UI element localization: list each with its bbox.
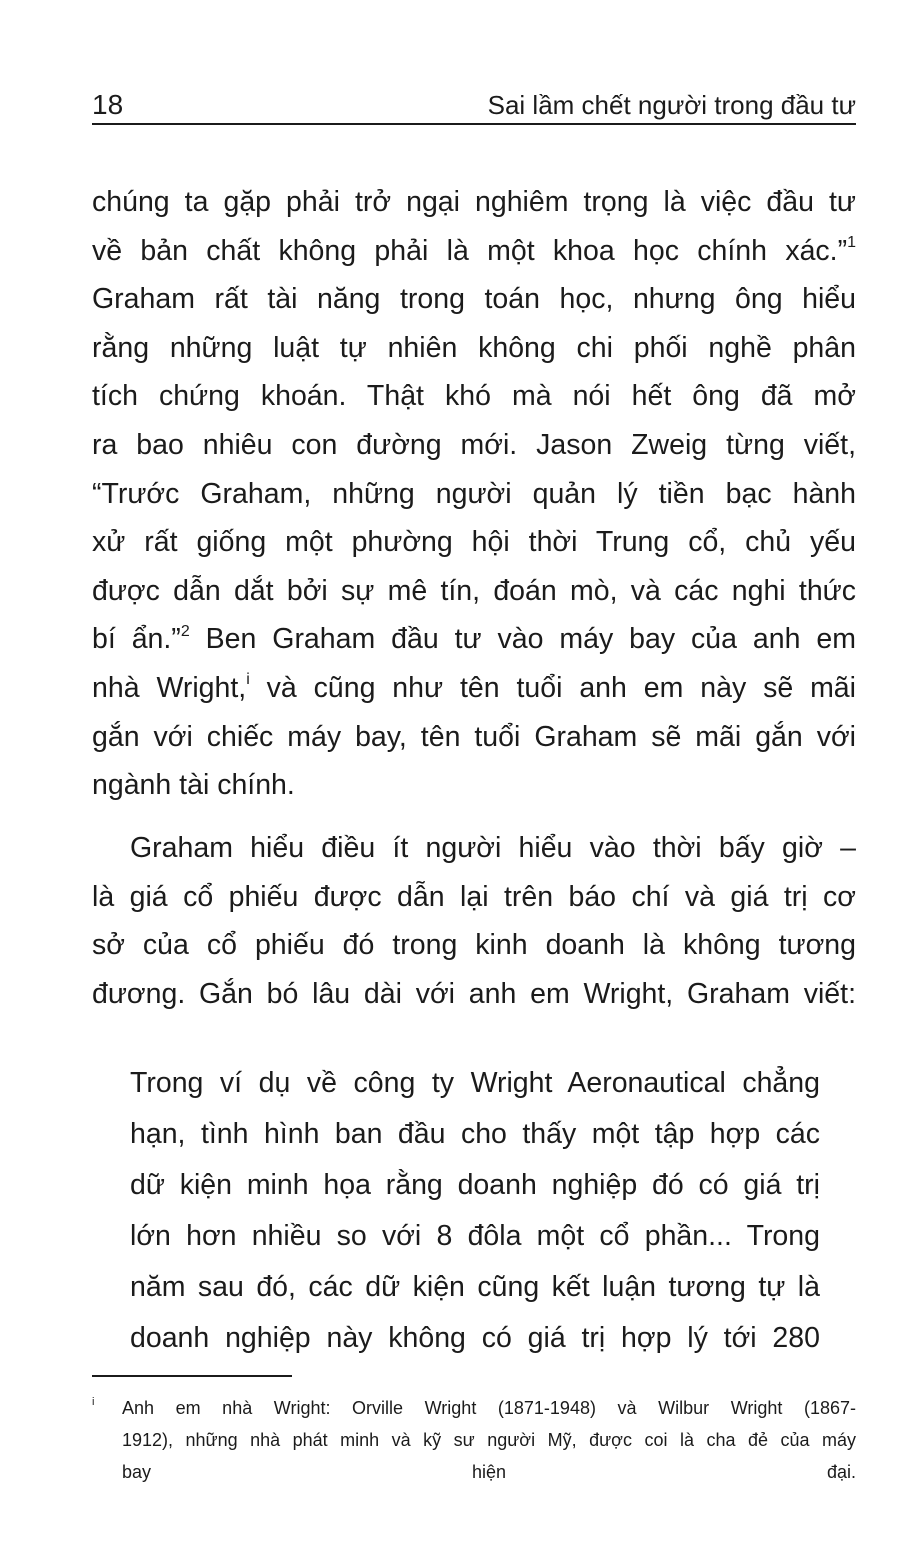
endnote-ref: 2 bbox=[180, 622, 190, 640]
quote-line: năm sau đó, các dữ kiện cũng kết luận tương tự là bbox=[130, 1271, 820, 1303]
text-line: được dẫn dắt bởi sự mê tín, đoán mò, và các nghi thức bbox=[92, 574, 856, 607]
footnote-line: Anh em nhà Wright: Orville Wright (1871-1948) và Wilbur Wright (1867- bbox=[122, 1398, 856, 1418]
text-line: về bản chất không phải là một khoa học chính xác.”$^1$ bbox=[92, 234, 856, 267]
text-line: Graham rất tài năng trong toán học, nhưng ông hiểu bbox=[92, 283, 856, 316]
text-line: là giá cổ phiếu được dẫn lại trên báo chí và giá trị cơ bbox=[92, 880, 856, 913]
footnote-line: 1912), những nhà phát minh và kỹ sư người Mỹ, được coi là cha đẻ của máy bbox=[122, 1430, 856, 1450]
text-line: bí ẩn.”$^2$ Ben Graham đầu tư vào máy bay của anh em bbox=[92, 622, 857, 656]
footnote-ref: i bbox=[246, 671, 250, 689]
running-title: Sai lầm chết người trong đầu tư bbox=[487, 90, 856, 120]
quote-line: lớn hơn nhiều so với 8 đôla một cổ phần... Trong bbox=[130, 1220, 820, 1252]
footnote-marker: i bbox=[92, 1396, 95, 1408]
text-line: sở của cổ phiếu đó trong kinh doanh là không tương bbox=[92, 929, 856, 962]
paragraph-2 bbox=[92, 824, 856, 1018]
text-line: tích chứng khoán. Thật khó mà nói hết ông đã mở bbox=[92, 380, 856, 413]
quote-line: Trong ví dụ về công ty Wright Aeronautical chẳng bbox=[130, 1067, 820, 1099]
text-line: Graham hiểu điều ít người hiểu vào thời bấy giờ – bbox=[130, 832, 856, 864]
quote-line: hạn, tình hình ban đầu cho thấy một tập hợp các bbox=[130, 1118, 820, 1150]
text-line: chúng ta gặp phải trở ngại nghiêm trọng là việc đầu tư bbox=[92, 186, 856, 218]
text-line: ra bao nhiêu con đường mới. Jason Zweig từng viết, bbox=[92, 428, 856, 461]
page-number: 18 bbox=[92, 89, 124, 120]
footnote-text bbox=[122, 1392, 856, 1488]
footnote-line: bay hiện đại. bbox=[122, 1462, 856, 1482]
header-rule bbox=[92, 123, 856, 125]
quote-line: doanh nghiệp này không có giá trị hợp lý tới 280 bbox=[130, 1322, 820, 1354]
page-header bbox=[92, 88, 856, 124]
text-line: “Trước Graham, những người quản lý tiền bạc hành bbox=[92, 477, 856, 510]
quote-line: dữ kiện minh họa rằng doanh nghiệp đó có giá trị bbox=[130, 1169, 820, 1201]
paragraph-1 bbox=[92, 178, 856, 810]
text-line: nhà Wright,$^i$ và cũng như tên tuổi anh em này sẽ mãi bbox=[92, 671, 856, 704]
text-line: đương. Gắn bó lâu dài với anh em Wright, Graham viết: bbox=[92, 977, 856, 1010]
text-line: rằng những luật tự nhiên không chi phối nghề phân bbox=[92, 331, 856, 364]
text-line: ngành tài chính. bbox=[92, 769, 295, 802]
endnote-ref: 1 bbox=[847, 234, 856, 252]
footnote-rule bbox=[92, 1375, 292, 1377]
text-line: xử rất giống một phường hội thời Trung cổ, chủ yếu bbox=[92, 526, 856, 559]
text-line: gắn với chiếc máy bay, tên tuổi Graham sẽ mãi gắn với bbox=[92, 720, 856, 753]
block-quote bbox=[130, 1058, 820, 1364]
